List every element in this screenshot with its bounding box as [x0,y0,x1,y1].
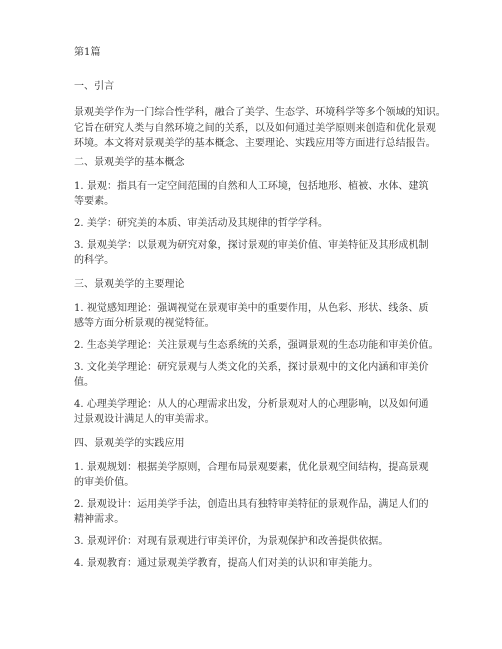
list-item-line: 的审美价值。 [74,477,135,488]
paragraph-line: 景观美学作为一门综合性学科，融合了美学、生态学、环境科学等多个领域的知识。 [74,107,446,118]
list-item-line: 值。 [74,377,95,388]
paragraph-line: 它旨在研究人类与自然环境之间的关系，以及如何通过美学原则来创造和优化景观 [74,123,436,134]
list-item-line: 过景观设计满足人的审美需求。 [74,414,215,425]
list-item-line: 4. 景观教育：通过景观美学教育，提高人们对美的认识和审美能力。 [74,558,379,569]
list-item-line: 1. 景观：指具有一定空间范围的自然和人工环境，包括地形、植被、水体、建筑 [74,181,429,192]
list-item-line: 3. 景观评价：对现有景观进行审美评价，为景观保护和改善提供依据。 [74,536,389,547]
list-item-line: 2. 景观设计：运用美学手法，创造出具有独特审美特征的景观作品，满足人们的 [74,499,429,510]
paragraph-line: 环境。本文将对景观美学的基本概念、主要理论、实践应用等方面进行总结报告。 [74,138,436,149]
section-heading-concepts: 二、景观美学的基本概念 [74,157,185,168]
section-heading-intro: 一、引言 [74,81,115,92]
section-heading-practice: 四、景观美学的实践应用 [74,438,185,449]
list-item-line: 精神需求。 [74,514,125,525]
list-item-line: 等要素。 [74,196,115,207]
list-item-line: 3. 景观美学：以景观为研究对象，探讨景观的审美价值、审美特征及其形成机制 [74,240,429,251]
list-item-line: 2. 美学：研究美的本质、审美活动及其规律的哲学学科。 [74,218,329,229]
list-item-line: 1. 景观规划：根据美学原则，合理布局景观要素，优化景观空间结构，提高景观 [74,462,429,473]
document-title: 第1篇 [74,47,101,58]
list-item-line: 4. 心理美学理论：从人的心理需求出发，分析景观对人的心理影响，以及如何通 [74,399,429,410]
list-item-line: 感等方面分析景观的视觉特征。 [74,318,215,329]
list-item-line: 2. 生态美学理论：关注景观与生态系统的关系，强调景观的生态功能和审美价值。 [74,340,439,351]
list-item-line: 的科学。 [74,255,115,266]
section-heading-theories: 三、景观美学的主要理论 [74,279,185,290]
list-item-line: 1. 视觉感知理论：强调视觉在景观审美中的重要作用，从色彩、形状、线条、质 [74,303,429,314]
list-item-line: 3. 文化美学理论：研究景观与人类文化的关系，探讨景观中的文化内涵和审美价 [74,362,429,373]
